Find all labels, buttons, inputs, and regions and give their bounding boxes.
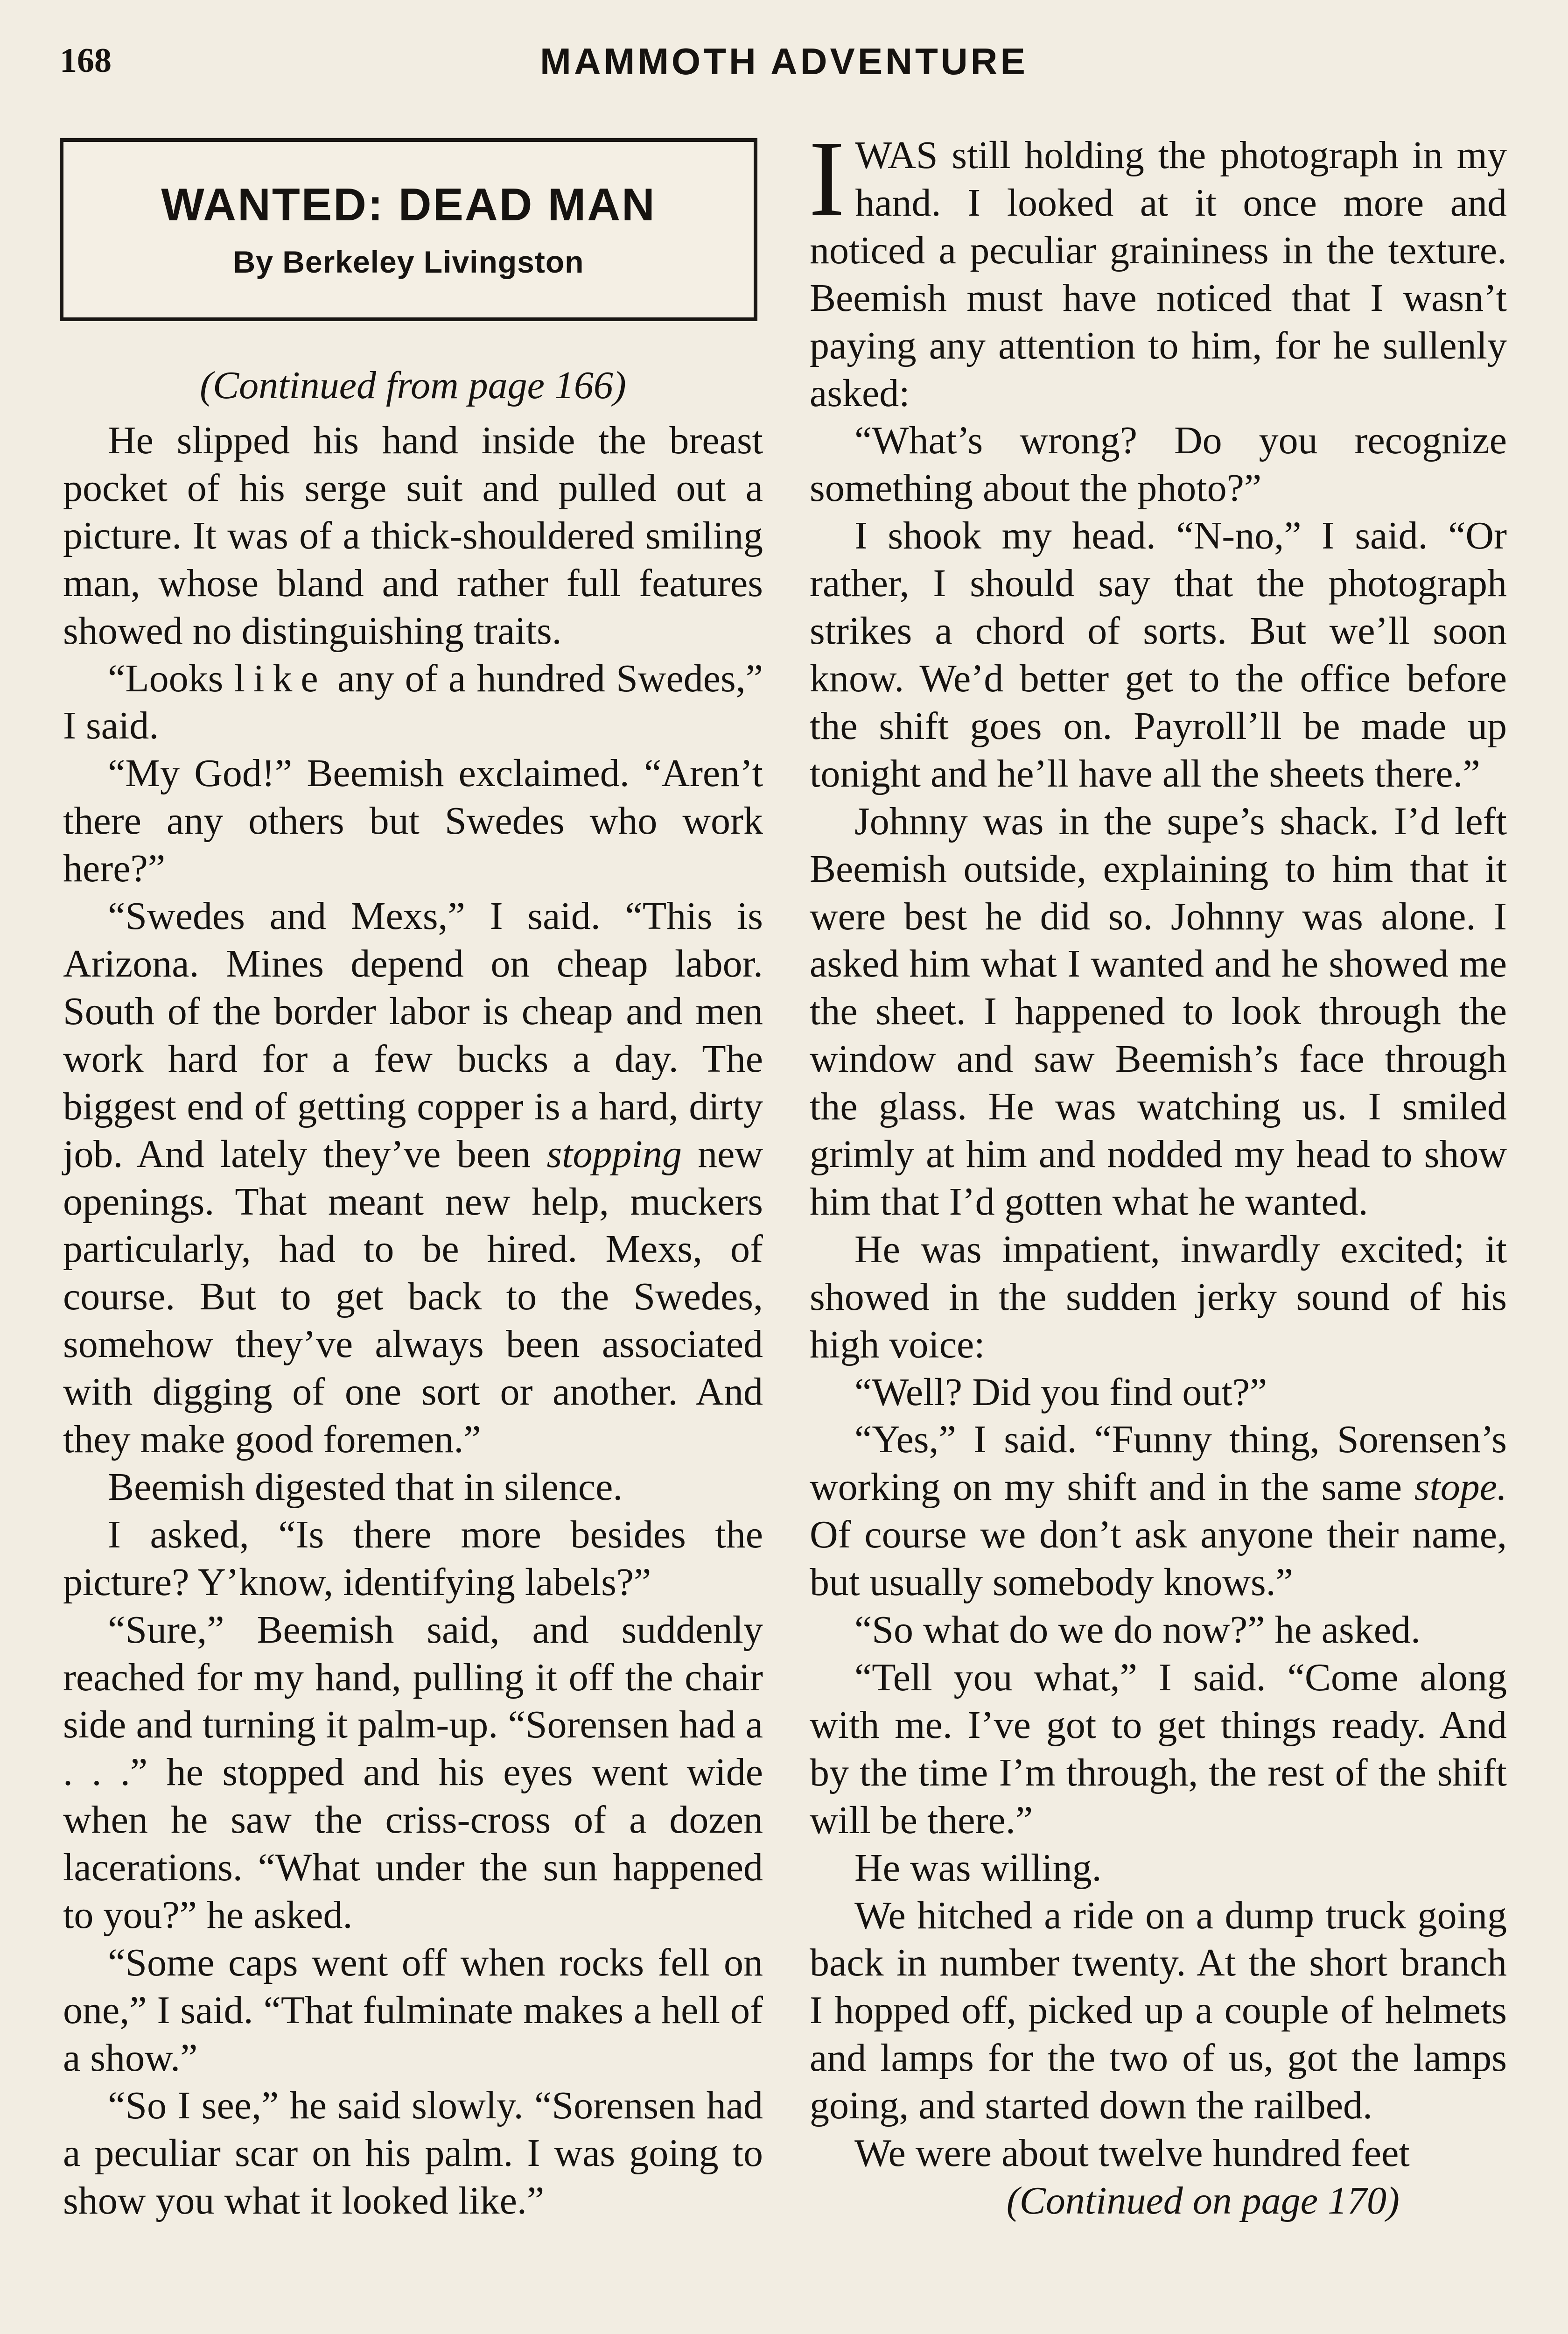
paragraph: “Looks like any of a hundred Swedes,” I said. <box>63 656 763 748</box>
paragraph: He slipped his hand inside the breast pocket of his serge suit and pulled out a picture. It was of a thick-shouldered smiling man, whose bland and rather full features showed no distinguishing traits. <box>63 419 763 653</box>
story-title: WANTED: DEAD MAN <box>161 179 656 230</box>
paragraph: “So what do we do now?” he asked. <box>854 1608 1421 1652</box>
paragraph: I shook my head. “N-no,” I said. “Or rather, I should say that the photograph strikes a chord of sorts. But we’ll soon know. We’d better get to the office before the shift goes on. Payroll’ll be made up tonight and he’ll have all the sheets there.” <box>810 514 1507 795</box>
paragraph: IWAS still holding the photograph in my hand. I looked at it once more and noticed a peculiar graininess in the texture. Beemish must have noticed that I wasn’t paying any attention to him, for he sullenly asked: <box>809 119 1507 415</box>
paragraph: “Sure,” Beemish said, and suddenly reached for my hand, pulling it off the chair side and turning it palm-up. “Sorensen had a . . .” he stopped and his eyes went wide when he saw the criss-cross of a dozen lacerations. “What under the sun happened to you?” he asked. <box>63 1608 763 1937</box>
running-header: MAMMOTH ADVENTURE <box>540 41 1028 82</box>
drop-cap: I <box>809 119 845 239</box>
paragraph: “Tell you what,” I said. “Come along with me. I’ve got to get things ready. And by the time I’m through, the rest of the shift will be there.” <box>810 1656 1507 1842</box>
story-byline: By Berkeley Livingston <box>233 245 584 279</box>
paragraph: “What’s wrong? Do you recognize something about the photo?” <box>810 419 1507 510</box>
paragraph: Johnny was in the supe’s shack. I’d left Beemish outside, explaining to him that it were best he did so. Johnny was alone. I asked him what I wanted and he showed me the sheet. I happened to look through the window and saw Beemish’s face through the glass. He was watching us. I smiled grimly at him and nodded my head to show him that I’d gotten what he wanted. <box>810 799 1507 1223</box>
paragraph: We were about twelve hundred feet <box>854 2131 1410 2175</box>
paragraph: He was impatient, inwardly excited; it showed in the sudden jerky sound of his high voice: <box>810 1227 1507 1366</box>
continued-from-note: (Continued from page 166) <box>200 364 626 407</box>
paragraph: “Well? Did you find out?” <box>854 1370 1267 1414</box>
paragraph: We hitched a ride on a dump truck going back in number twenty. At the short branch I hopped off, picked up a couple of helmets and lamps for the two of us, got the lamps going, and started down the railbed. <box>810 1893 1507 2128</box>
paragraph: “Yes,” I said. “Funny thing, Sorensen’s working on my shift and in the same stope. Of course we don’t ask anyone their name, but usually somebody knows.” <box>810 1418 1507 1604</box>
paragraph: Beemish digested that in silence. <box>108 1465 623 1509</box>
right-column <box>809 119 1507 2225</box>
paragraph: He was willing. <box>854 1846 1102 1890</box>
paragraph: “My God!” Beemish exclaimed. “Aren’t there any others but Swedes who work here?” <box>63 752 763 891</box>
paragraph: “Swedes and Mexs,” I said. “This is Arizona. Mines depend on cheap labor. South of the border labor is cheap and men work hard for a few bucks a day. The biggest end of getting copper is a hard, dirty job. And lately they’ve been stopping new openings. That meant new help, muckers particularly, had to be hired. Mexs, of course. But to get back to the Swedes, somehow they’ve always been associated with digging of one sort or another. And they make good foremen.” <box>63 894 763 1462</box>
paragraph: “So I see,” he said slowly. “Sorensen had a peculiar scar on his palm. I was going to show you what it looked like.” <box>63 2083 763 2222</box>
left-column <box>63 364 763 2224</box>
page-number: 168 <box>60 42 112 80</box>
paragraph: “Some caps went off when rocks fell on one,” I said. “That fulminate makes a hell of a show.” <box>63 1941 763 2080</box>
paragraph: I asked, “Is there more besides the picture? Y’know, identifying labels?” <box>63 1512 763 1604</box>
story-title-box <box>60 138 757 321</box>
continued-on-note: (Continued on page 170) <box>1006 2179 1400 2222</box>
